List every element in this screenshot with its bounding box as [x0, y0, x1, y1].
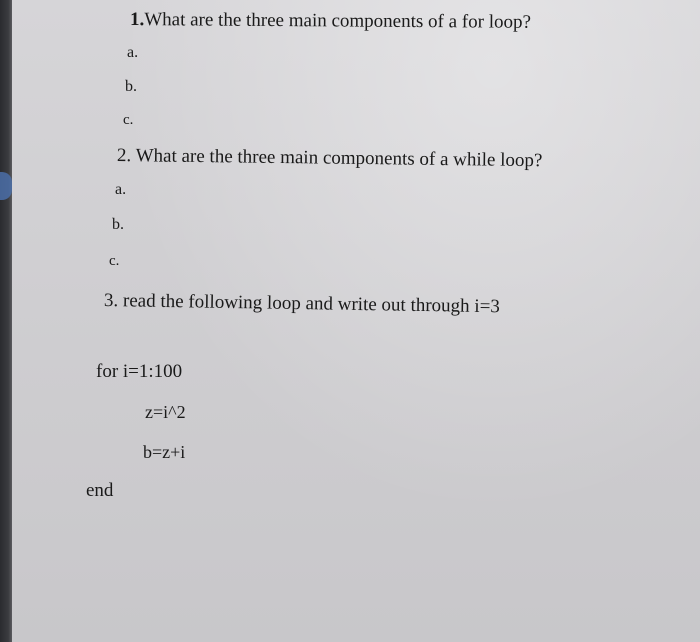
- code-line-b: b=z+i: [143, 442, 186, 462]
- code-line-end: end: [86, 480, 114, 501]
- question-1: [130, 10, 531, 32]
- question-1-text: What are the three main components of a for loop?: [144, 9, 532, 33]
- question-1-option-c: c.: [123, 112, 134, 128]
- code-line-z: z=i^2: [145, 402, 186, 422]
- question-1-option-a: a.: [127, 44, 139, 61]
- question-1-option-b: b.: [125, 78, 137, 95]
- code-line-for: for i=1:100: [96, 361, 183, 382]
- question-1-number: 1.: [129, 9, 145, 31]
- blue-object: [0, 172, 12, 200]
- question-2-option-c: c.: [109, 253, 120, 269]
- worksheet-page: [12, 0, 700, 642]
- question-2: 2. What are the three main components of a while loop?: [116, 145, 543, 172]
- question-2-option-a: a.: [115, 181, 127, 198]
- question-3: 3. read the following loop and write out through i=3: [103, 290, 501, 318]
- question-2-option-b: b.: [112, 216, 124, 233]
